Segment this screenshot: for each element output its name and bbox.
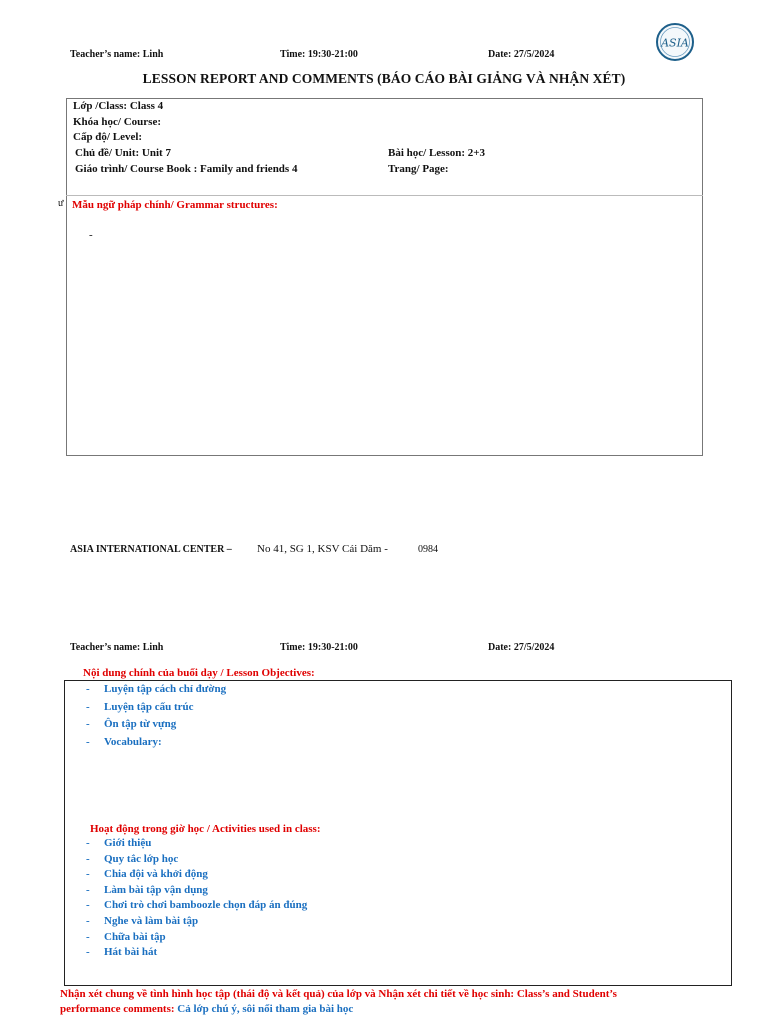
lesson-field: Bài học/ Lesson: 2+3	[388, 147, 486, 159]
list-item: - Quy tắc lớp học	[86, 852, 179, 865]
objectives-heading: Nội dung chính của buổi dạy / Lesson Objectives:	[83, 667, 315, 679]
list-item: - Luyện tập cách chỉ đường	[86, 683, 227, 695]
teacher-name-2: Teacher’s name: Linh	[70, 642, 164, 653]
teacher-name: Teacher’s name: Linh	[70, 49, 164, 60]
asia-logo	[655, 22, 695, 62]
comments-line	[60, 1002, 353, 1017]
list-item: - Vocabulary:	[86, 735, 162, 748]
list-item: - Ôn tập từ vựng	[86, 718, 177, 730]
list-item: - Chia đội và khởi động	[86, 868, 208, 881]
lesson-date: Date: 27/5/2024	[488, 49, 555, 60]
list-item: - Chơi trò chơi bamboozle chọn đáp án đúng	[86, 899, 308, 912]
box-divider	[66, 195, 703, 196]
objectives-list	[86, 681, 226, 751]
unit-field: Chủ đề/ Unit: Unit 7	[75, 147, 171, 159]
level-field: Cấp độ/ Level:	[73, 131, 143, 143]
comments-text: Cả lớp chú ý, sôi nổi tham gia bài học	[177, 1003, 354, 1015]
list-item: - Nghe và làm bài tập	[86, 914, 199, 927]
list-item: - Hát bài hát	[86, 946, 158, 959]
grammar-heading: Mẫu ngữ pháp chính/ Grammar structures:	[72, 199, 278, 211]
lesson-date-2: Date: 27/5/2024	[488, 642, 555, 653]
activities-list	[86, 836, 307, 961]
coursebook-field: Giáo trình/ Course Book : Family and friends 4	[75, 163, 298, 175]
footer-phone: 0984	[418, 544, 438, 555]
grammar-dash: -	[89, 229, 93, 241]
logo-text: ASIA	[661, 36, 689, 50]
list-item: - Chữa bài tập	[86, 930, 166, 943]
footer-center-name: ASIA INTERNATIONAL CENTER –	[70, 544, 232, 555]
margin-mark: ư	[58, 198, 64, 209]
page-field: Trang/ Page:	[388, 163, 449, 175]
page-title: LESSON REPORT AND COMMENTS (BÁO CÁO BÀI GIẢNG VÀ NHẬN XÉT)	[142, 71, 626, 86]
list-item: - Luyện tập cấu trúc	[86, 700, 194, 713]
list-item: - Giới thiệu	[86, 837, 152, 849]
lesson-time: Time: 19:30-21:00	[280, 49, 358, 60]
comments-heading: Nhận xét chung về tình hình học tập (thái độ và kết quả) của lớp và Nhận xét chi tiết về học sinh: Class’s and Student’s	[60, 988, 617, 1000]
list-item: - Làm bài tập vận dụng	[86, 883, 208, 896]
class-field: Lớp /Class: Class 4	[73, 100, 164, 112]
activities-heading: Hoạt động trong giờ học / Activities used in class:	[90, 823, 321, 835]
lesson-time-2: Time: 19:30-21:00	[280, 642, 358, 653]
course-field: Khóa học/ Course:	[73, 116, 161, 128]
comments-heading-2: performance comments:	[60, 1003, 175, 1015]
footer-address: No 41, SG 1, KSV Cái Dăm -	[257, 543, 388, 555]
